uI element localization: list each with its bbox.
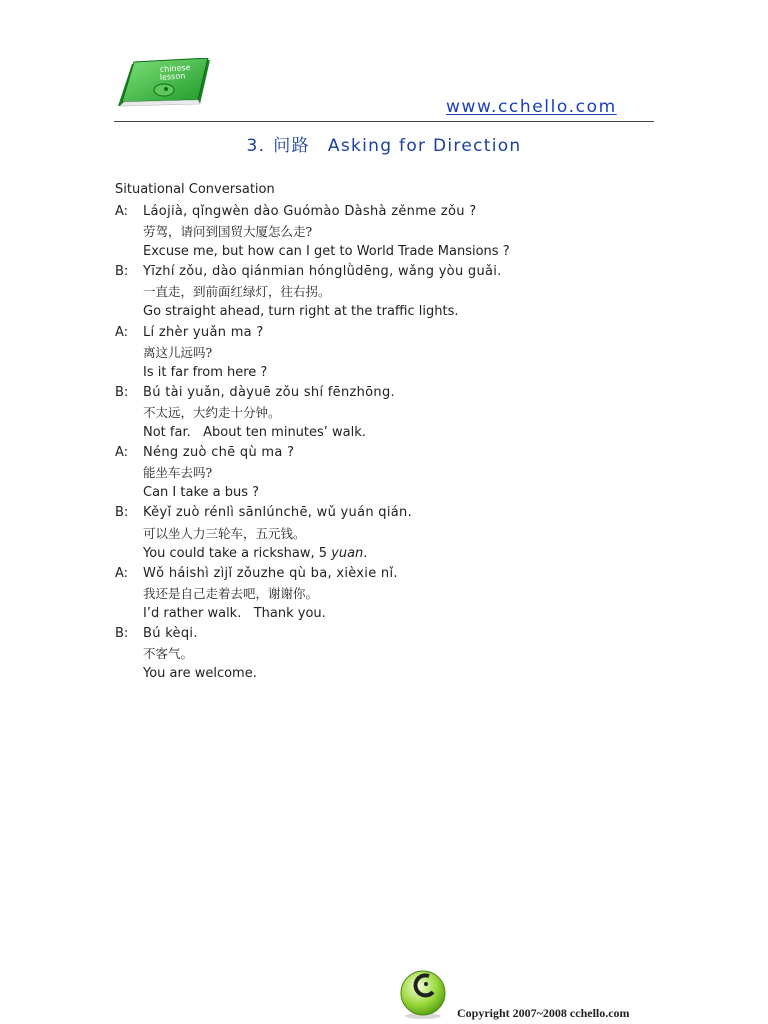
english-line	[143, 544, 367, 564]
dialogue-turn	[115, 503, 675, 563]
logo-text-line2: lesson	[159, 71, 186, 82]
speaker-label: A:	[115, 445, 129, 461]
lesson-title-chinese: 问路	[273, 136, 310, 156]
dialogue-turn	[115, 202, 675, 262]
hanzi-line: 劳驾，请问到国贸大厦怎么走?	[143, 224, 313, 240]
speaker-label: B:	[115, 625, 129, 641]
pinyin-line: Lí zhèr yuǎn ma ?	[143, 324, 264, 340]
hanzi-line: 可以坐人力三轮车，五元钱。	[143, 525, 306, 541]
dialogue-turn	[115, 383, 675, 443]
english-line-main: You could take a rickshaw, 5	[143, 545, 328, 561]
pinyin-line: Láojià, qǐngwèn dào Guómào Dàshà zěnme zǒu ?	[143, 204, 477, 219]
english-line: Go straight ahead, turn right at the traffic lights.	[143, 304, 459, 320]
english-line-tail: .	[363, 545, 368, 561]
dialogue-turn	[115, 564, 675, 624]
speaker-label: A:	[115, 324, 129, 340]
speaker-label: B:	[115, 264, 129, 280]
hanzi-line: 不太远，大约走十分钟。	[143, 404, 281, 420]
pinyin-line: Yīzhí zǒu, dào qiánmian hónglǜdēng, wǎng yòu guǎi.	[143, 264, 502, 280]
lesson-title-english: Asking for Direction	[327, 136, 522, 156]
section-title: Situational Conversation	[115, 182, 275, 197]
dialogue-turn	[115, 624, 675, 684]
lesson-number: 3.	[246, 136, 266, 156]
english-line: I’d rather walk. Thank you.	[143, 605, 326, 621]
speaker-label: A:	[115, 565, 129, 581]
english-line: Not far. About ten minutes’ walk.	[143, 425, 366, 441]
pinyin-line: Bú tài yuǎn, dàyuē zǒu shí fēnzhōng.	[143, 384, 395, 400]
chinese-lesson-book-icon	[114, 58, 212, 110]
logo-text-line1: chinese	[159, 62, 191, 74]
copyright-text: Copyright 2007~2008 cchello.com	[457, 1006, 630, 1020]
english-line: Can I take a bus ?	[143, 485, 260, 501]
dialogue-turn	[115, 262, 675, 322]
hanzi-line: 我还是自己走着去吧，谢谢你。	[143, 585, 319, 601]
hanzi-line: 离这儿远吗?	[143, 344, 213, 360]
site-url-link[interactable]: www.cchello.com	[446, 97, 617, 117]
hanzi-line: 能坐车去吗?	[143, 465, 213, 481]
pinyin-line: Kěyǐ zuò rénlì sānlúnchē, wǔ yuán qián.	[143, 505, 413, 521]
hanzi-line: 不客气。	[143, 646, 194, 662]
header-divider	[114, 121, 654, 122]
english-line: Excuse me, but how can I get to World Trade Mansions ?	[143, 244, 510, 260]
cchello-globe-logo-icon	[396, 966, 450, 1020]
lesson-title	[0, 131, 768, 156]
pinyin-line: Bú kèqi.	[143, 625, 198, 641]
speaker-label: B:	[115, 384, 129, 400]
hanzi-line: 一直走，到前面红绿灯，往右拐。	[143, 284, 331, 300]
dialogue-turn	[115, 323, 675, 383]
english-line: Is it far from here ?	[143, 364, 268, 380]
speaker-label: A:	[115, 204, 129, 219]
english-line: You are welcome.	[143, 666, 257, 682]
dialogue	[115, 202, 675, 684]
pinyin-line: Néng zuò chē qù ma ?	[143, 445, 295, 461]
speaker-label: B:	[115, 505, 129, 521]
english-line-italic: yuan	[331, 545, 364, 561]
pinyin-line: Wǒ háishì zìjǐ zǒuzhe qù ba, xièxie nǐ.	[143, 565, 398, 581]
dialogue-turn	[115, 443, 675, 503]
